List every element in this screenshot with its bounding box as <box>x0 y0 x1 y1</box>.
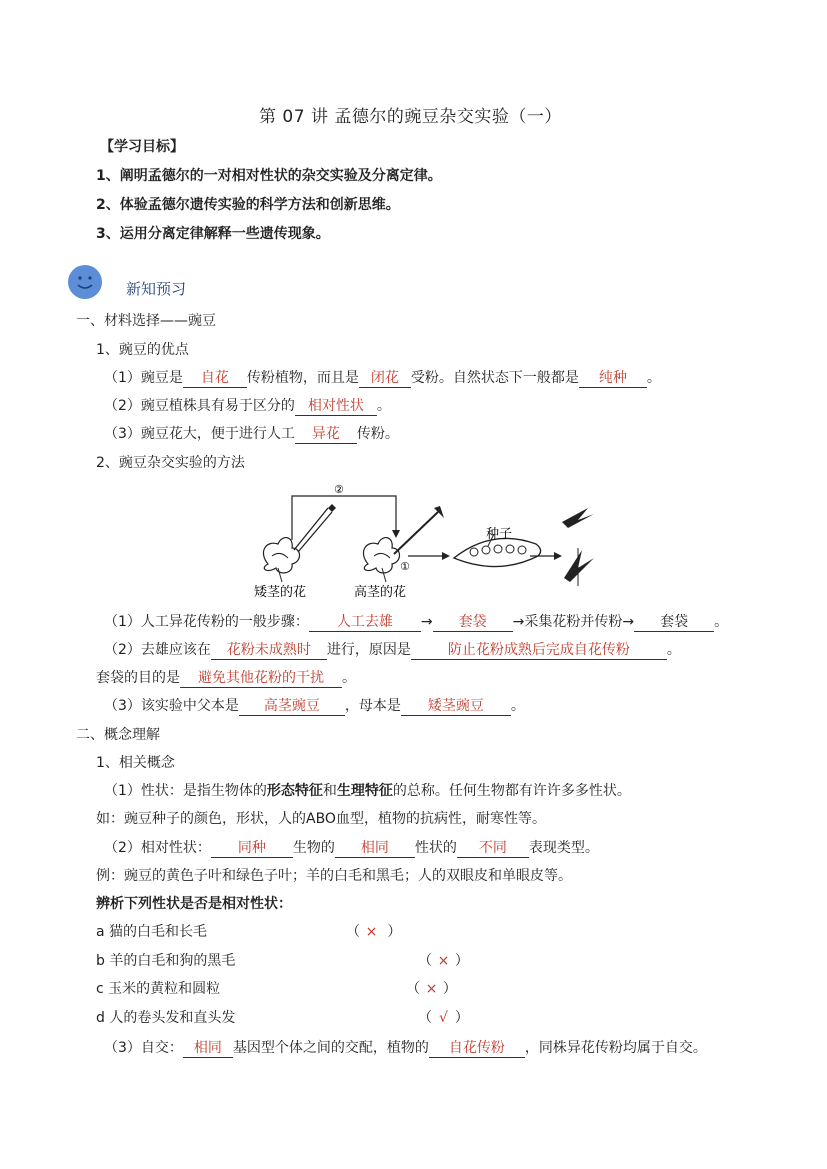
fill-line: （3）自交： 相同 基因型个体之间的交配，植物的 自花传粉 ，同株异花传粉均属于自交。 <box>104 1040 707 1056</box>
answer-blank: 花粉未成熟时 <box>211 641 327 660</box>
answer-blank: 高茎豌豆 <box>239 697 345 716</box>
plant-icon <box>562 508 594 586</box>
fill-line: （2）相对性状： 同种 生物的 相同 性状的 不同 表现类型。 <box>104 840 599 856</box>
answer-blank: 相同 <box>183 1039 233 1058</box>
answer-blank: 纯种 <box>579 369 647 388</box>
seed-label: 种子 <box>486 527 513 542</box>
preview-label: 新知预习 <box>126 280 187 298</box>
fill-line: （1）豌豆是 自花 传粉植物，而且是 闭花 受粉。自然状态下一般都是 纯种 。 <box>104 370 661 386</box>
smiley-icon <box>68 265 102 299</box>
goals-heading: 【学习目标】 <box>100 139 184 155</box>
subsection-heading: 1、豌豆的优点 <box>96 342 189 358</box>
answer-blank: 套袋 <box>634 613 714 632</box>
subsection-heading: 1、相关概念 <box>96 755 175 771</box>
example-text: 例：豌豆的黄色子叶和绿色子叶；羊的白毛和黑毛；人的双眼皮和单眼皮等。 <box>96 868 572 884</box>
circle-1-label: ① <box>400 560 410 573</box>
fill-line: 套袋的目的是 避免其他花粉的干扰 。 <box>96 670 356 686</box>
fill-line: （3）豌豆花大，便于进行人工 异花 传粉。 <box>104 426 399 442</box>
goal-item: 1、阐明孟德尔的一对相对性状的杂交实验及分离定律。 <box>96 168 442 184</box>
answer-blank: 矮茎豌豆 <box>401 697 511 716</box>
answer-blank: 自花 <box>183 369 247 388</box>
concept-line: （1）性状：是指生物体的形态特征和生理特征的总称。任何生物都有许许多多性状。 <box>104 783 631 799</box>
answer-blank: 避免其他花粉的干扰 <box>180 669 342 688</box>
judge-answer: （ × ） <box>418 953 469 969</box>
fill-line: （1）人工异花传粉的一般步骤： 人工去雄 → 套袋 →采集花粉并传粉→ 套袋 。 <box>104 614 729 630</box>
section-heading: 二、概念理解 <box>76 727 160 743</box>
judge-item: b 羊的白毛和狗的黑毛 <box>96 953 236 969</box>
example-text: 如：豌豆种子的颜色，形状，人的ABO血型，植物的抗病性，耐寒性等。 <box>96 811 546 827</box>
answer-blank: 自花传粉 <box>429 1039 525 1058</box>
short-flower-icon <box>263 504 336 582</box>
answer-blank: 相对性状 <box>295 397 377 416</box>
answer-blank: 相同 <box>335 839 415 858</box>
judge-answer: （ × ） <box>346 924 402 940</box>
hybridization-diagram <box>248 478 608 606</box>
judge-item: c 玉米的黄粒和圆粒 <box>96 981 221 997</box>
judge-item: a 猫的白毛和长毛 <box>96 924 208 940</box>
circle-2-label: ② <box>334 483 344 496</box>
judge-answer: （ √ ） <box>418 1010 469 1026</box>
section-heading: 一、材料选择——豌豆 <box>76 313 216 329</box>
page-title: 第 07 讲 孟德尔的豌豆杂交实验（一） <box>259 107 562 127</box>
tall-flower-label: 高茎的花 <box>354 585 407 600</box>
answer-blank: 不同 <box>457 839 529 858</box>
goal-item: 2、体验孟德尔遗传实验的科学方法和创新思维。 <box>96 197 400 213</box>
answer-blank: 人工去雄 <box>309 613 421 632</box>
fill-line: （2）豌豆植株具有易于区分的 相对性状 。 <box>104 398 391 414</box>
subsection-heading: 2、豌豆杂交实验的方法 <box>96 455 245 471</box>
short-flower-label: 矮茎的花 <box>254 585 307 600</box>
answer-blank: 异花 <box>295 425 357 444</box>
fill-line: （3）该实验中父本是 高茎豌豆 ，母本是 矮茎豌豆 。 <box>104 698 525 714</box>
judge-title: 辨析下列性状是否是相对性状： <box>96 896 292 912</box>
fill-line: （2）去雄应该在 花粉未成熟时 进行，原因是 防止花粉成熟后完成自花传粉 。 <box>104 642 681 658</box>
answer-blank: 同种 <box>211 839 293 858</box>
judge-item: d 人的卷头发和直头发 <box>96 1010 236 1026</box>
goal-item: 3、运用分离定律解释一些遗传现象。 <box>96 226 330 242</box>
judge-answer: （ × ） <box>406 981 457 997</box>
answer-blank: 套袋 <box>433 613 513 632</box>
answer-blank: 闭花 <box>359 369 411 388</box>
answer-blank: 防止花粉成熟后完成自花传粉 <box>411 641 667 660</box>
